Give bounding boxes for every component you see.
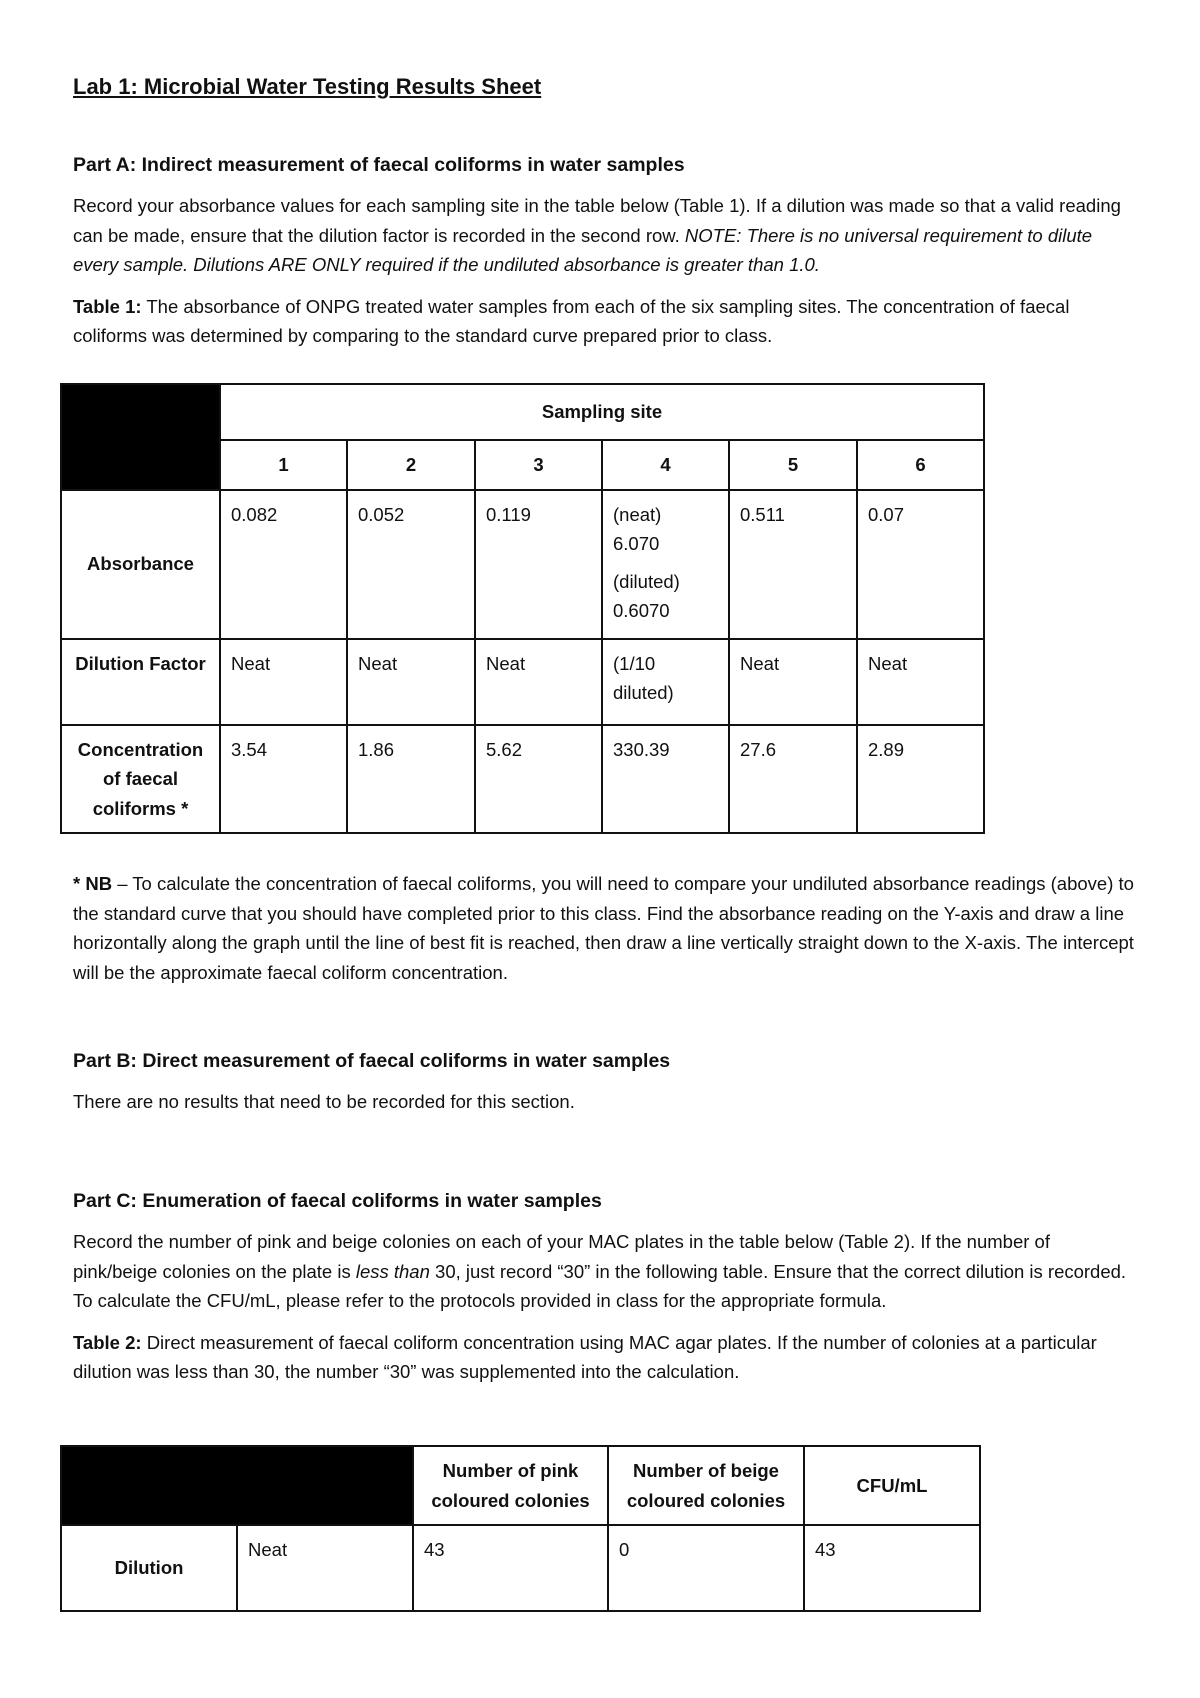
concentration-cell: 330.39 <box>602 725 729 834</box>
absorbance-row-label: Absorbance <box>61 490 220 639</box>
part-a-intro: Record your absorbance values for each sampling site in the table below (Table 1). If a dilution was made so that a valid reading can be made, ensure that the dilution factor is recorded in the second row. NOTE: There is no universal requirement to dilute every sample. Dilutions ARE ONLY required if the undiluted absorbance is greater than 1.0. <box>73 195 1121 275</box>
neat-value: 6.070 <box>613 533 660 554</box>
table1-caption: Table 1: The absorbance of ONPG treated water samples from each of the six sampling sites. The concentration of faecal coliforms was determined by comparing to the standard curve prepared prior to class. <box>73 295 1070 346</box>
part-a-heading: Part A: Indirect measurement of faecal coliforms in water samples <box>73 154 685 176</box>
cfu-header: CFU/mL <box>804 1446 980 1525</box>
nb-label: * NB <box>73 873 113 894</box>
absorbance-cell: 0.119 <box>475 490 602 639</box>
absorbance-cell: 0.052 <box>347 490 475 639</box>
nb-text: – To calculate the concentration of faecal coliforms, you will need to compare your undiluted absorbance readings (above) to the standard curve that you should have completed prior to this class. Find the absorbance reading on the Y-axis and draw a line horizontally along the graph until the line of best fit is reached, then draw a line vertically straight down to the X-axis. The intercept will be the approximate faecal coliform concentration. <box>73 873 1134 983</box>
dilution-cell: Neat <box>220 639 347 725</box>
dilution-cell: Neat <box>857 639 984 725</box>
site-header: 4 <box>602 440 729 490</box>
absorbance-cell: 0.511 <box>729 490 857 639</box>
concentration-row-label: Concentration of faecal coliforms * <box>61 725 220 834</box>
dilution-row-label: Dilution <box>61 1525 237 1611</box>
part-c-section <box>73 1190 1138 1399</box>
site-header: 2 <box>347 440 475 490</box>
absorbance-cell: 0.082 <box>220 490 347 639</box>
table2-corner <box>61 1446 413 1525</box>
neat-label: (neat) <box>613 503 662 525</box>
site-header: 6 <box>857 440 984 490</box>
diluted-value: 0.6070 <box>613 600 670 621</box>
dilution-cell: Neat <box>729 639 857 725</box>
pink-count-cell: 43 <box>413 1525 608 1611</box>
concentration-cell: 3.54 <box>220 725 347 834</box>
dilution-cell: Neat <box>475 639 602 725</box>
dilution-value-cell: Neat <box>237 1525 413 1611</box>
site-header: 5 <box>729 440 857 490</box>
absorbance-cell: 0.07 <box>857 490 984 639</box>
beige-count-cell: 0 <box>608 1525 804 1611</box>
concentration-cell: 1.86 <box>347 725 475 834</box>
dilution-cell: Neat <box>347 639 475 725</box>
concentration-cell: 27.6 <box>729 725 857 834</box>
site-header: 1 <box>220 440 347 490</box>
part-c-heading: Part C: Enumeration of faecal coliforms in water samples <box>73 1190 602 1212</box>
document-title: Lab 1: Microbial Water Testing Results Sheet <box>73 74 542 99</box>
nb-note <box>73 869 1138 987</box>
table1-corner <box>61 384 220 490</box>
sampling-site-header: Sampling site <box>220 384 984 440</box>
beige-colonies-header: Number of beige coloured colonies <box>608 1446 804 1525</box>
document-page <box>73 74 1133 363</box>
cfu-cell: 43 <box>804 1525 980 1611</box>
part-b-text: There are no results that need to be recorded for this section. <box>73 1091 575 1112</box>
part-c-intro: Record the number of pink and beige colonies on each of your MAC plates in the table below (Table 2). If the number of pink/beige colonies on the plate is less than 30, just record “30” in the following table. Ensure that the correct dilution is recorded. To calculate the CFU/mL, please refer to the protocols provided in class for the appropriate formula. <box>73 1231 1127 1311</box>
part-b-section <box>73 1050 1133 1129</box>
pink-colonies-header: Number of pink coloured colonies <box>413 1446 608 1525</box>
diluted-label: (diluted) <box>613 570 680 592</box>
part-b-heading: Part B: Direct measurement of faecal coliforms in water samples <box>73 1050 671 1072</box>
colony-count-table <box>60 1445 981 1612</box>
dilution-row-label: Dilution Factor <box>61 639 220 725</box>
concentration-cell: 2.89 <box>857 725 984 834</box>
part-a-note: NOTE: There is no universal requirement to dilute every sample. Dilutions ARE ONLY required if the undiluted absorbance is greater than 1.0. <box>73 224 1093 275</box>
table2-caption: Table 2: Direct measurement of faecal coliform concentration using MAC agar plates. If the number of colonies at a particular dilution was less than 30, the number “30” was supplemented into the calculation. <box>73 1331 1097 1382</box>
site-header: 3 <box>475 440 602 490</box>
concentration-cell: 5.62 <box>475 725 602 834</box>
absorbance-cell-site4 <box>602 490 729 639</box>
absorbance-table <box>60 383 985 834</box>
dilution-cell: (1/10 diluted) <box>602 639 729 725</box>
